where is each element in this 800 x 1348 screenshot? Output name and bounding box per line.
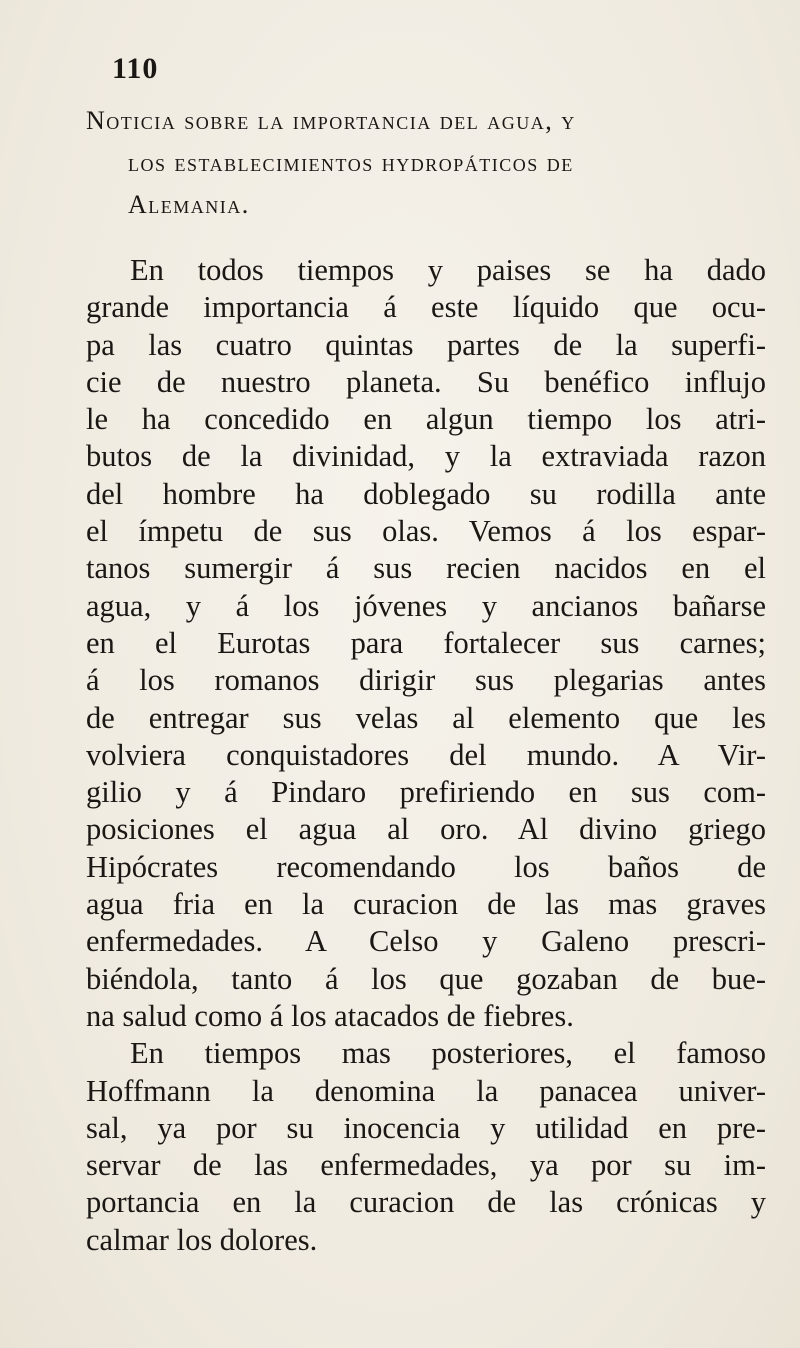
text-line: servar de las enfermedades, ya por su im- bbox=[86, 1148, 766, 1183]
text-line: agua, y á los jóvenes y ancianos bañarse bbox=[86, 588, 766, 623]
body-text bbox=[86, 252, 766, 1259]
heading-line: los establecimientos hydropáticos de bbox=[128, 148, 574, 177]
heading-line: Noticia sobre la importancia del agua, y bbox=[86, 106, 576, 135]
text-line: tanos sumergir á sus recien nacidos en el bbox=[86, 551, 766, 586]
text-line: Hoffmann la denomina la panacea univer- bbox=[86, 1073, 766, 1108]
text-line: agua fria en la curacion de las mas graves bbox=[86, 887, 766, 922]
text-line: biéndola, tanto á los que gozaban de bue- bbox=[86, 961, 766, 996]
text-line: posiciones el agua al oro. Al divino griego bbox=[86, 812, 766, 847]
text-line: portancia en la curacion de las crónicas y bbox=[86, 1185, 766, 1220]
page-number: 110 bbox=[112, 52, 159, 85]
text-line: del hombre ha doblegado su rodilla ante bbox=[86, 476, 766, 511]
text-line: calmar los dolores. bbox=[86, 1222, 318, 1257]
text-line: le ha concedido en algun tiempo los atri- bbox=[86, 402, 766, 437]
text-line: volviera conquistadores del mundo. A Vir- bbox=[86, 737, 766, 772]
text-line: pa las cuatro quintas partes de la superfi- bbox=[86, 327, 766, 362]
text-line: el ímpetu de sus olas. Vemos á los espar- bbox=[86, 514, 766, 549]
text-line: En tiempos mas posteriores, el famoso bbox=[130, 1036, 766, 1071]
text-line: enfermedades. A Celso y Galeno prescri- bbox=[86, 924, 766, 959]
text-line: gilio y á Pindaro prefiriendo en sus com- bbox=[86, 775, 766, 810]
heading-line: Alemania. bbox=[128, 190, 250, 219]
text-line: En todos tiempos y paises se ha dado bbox=[130, 253, 766, 287]
text-line: á los romanos dirigir sus plegarias antes bbox=[86, 663, 766, 698]
text-line: de entregar sus velas al elemento que les bbox=[86, 700, 766, 735]
text-line: grande importancia á este líquido que ocu- bbox=[86, 290, 766, 325]
text-line: en el Eurotas para fortalecer sus carnes; bbox=[86, 625, 766, 660]
text-line: Hipócrates recomendando los baños de bbox=[86, 849, 766, 884]
text-line: na salud como á los atacados de fiebres. bbox=[86, 998, 574, 1033]
text-line: sal, ya por su inocencia y utilidad en pre- bbox=[86, 1110, 766, 1145]
text-line: cie de nuestro planeta. Su benéfico influjo bbox=[86, 364, 766, 399]
section-heading bbox=[86, 100, 776, 226]
text-line: butos de la divinidad, y la extraviada razon bbox=[86, 439, 766, 474]
